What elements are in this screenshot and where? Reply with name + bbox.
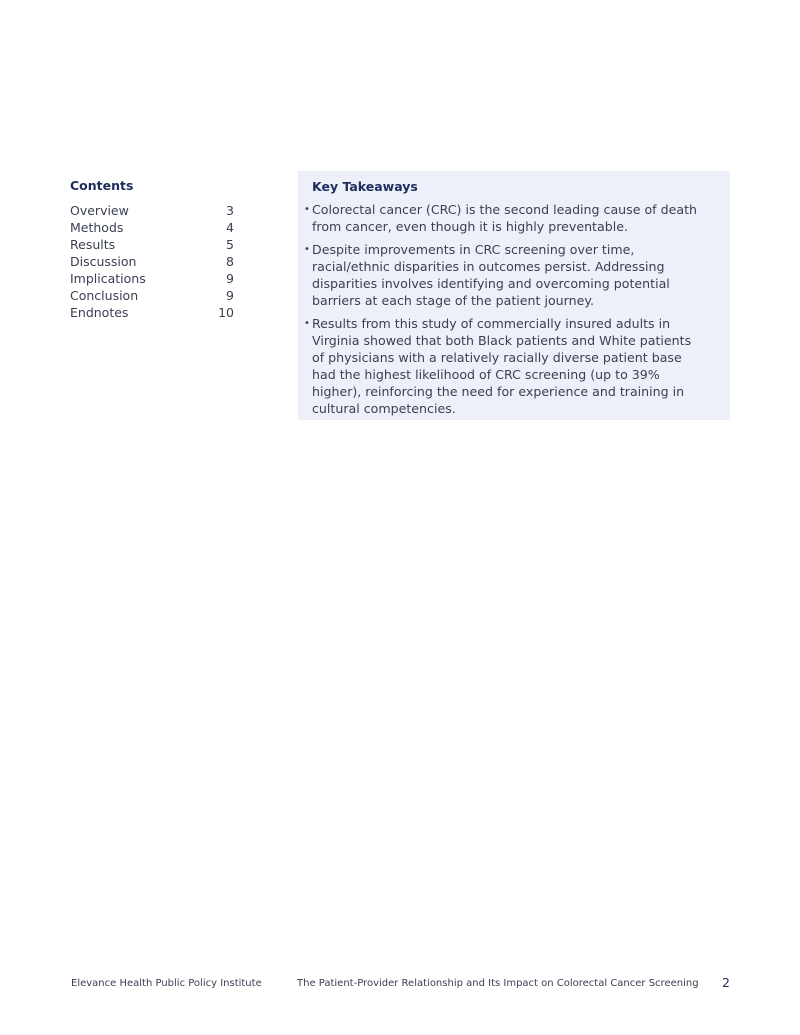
toc-item-endnotes[interactable] [70,304,234,321]
toc-item-page: 5 [226,237,234,252]
toc-item-label: Conclusion [70,288,139,303]
toc-item-label: Overview [70,203,129,218]
toc-item-page: 4 [226,220,234,235]
takeaway-bullet: • Results from this study of commercially insured adults in Virginia showed that both Black patients and White patients of physicians with a relatively racially diverse patient base had the highest likelihood of CRC screening (up to 39% higher), reinforcing the need for experience and training in cultural competencies. [312,315,704,417]
key-takeaways-heading: Key Takeaways [312,179,418,194]
page-number: 2 [722,975,730,990]
toc-item-page: 8 [226,254,234,269]
table-of-contents [70,178,234,321]
key-takeaways-box [298,171,730,420]
toc-item-implications[interactable] [70,270,234,287]
toc-item-page: 10 [218,305,234,320]
footer-organization: Elevance Health Public Policy Institute [71,978,262,989]
toc-item-label: Results [70,237,116,252]
toc-item-conclusion[interactable] [70,287,234,304]
toc-item-results[interactable] [70,236,234,253]
page-footer [0,977,800,993]
toc-item-page: 9 [226,271,234,286]
toc-item-label: Methods [70,220,124,235]
toc-item-label: Endnotes [70,305,129,320]
takeaway-bullet: • Colorectal cancer (CRC) is the second leading cause of death from cancer, even though it is highly preventable. [312,201,704,235]
toc-item-discussion[interactable] [70,253,234,270]
contents-heading: Contents [70,178,134,193]
toc-item-methods[interactable] [70,219,234,236]
footer-report-title: The Patient-Provider Relationship and Its Impact on Colorectal Cancer Screening [297,978,699,989]
contents-list [70,202,234,321]
toc-item-label: Implications [70,271,146,286]
key-takeaways-list [312,201,704,417]
toc-item-page: 9 [226,288,234,303]
toc-item-page: 3 [226,203,234,218]
takeaway-bullet: • Despite improvements in CRC screening over time, racial/ethnic disparities in outcomes persist. Addressing disparities involves identifying and overcoming potential barriers at each stage of the patient journey. [312,241,704,309]
toc-item-label: Discussion [70,254,137,269]
toc-item-overview[interactable] [70,202,234,219]
